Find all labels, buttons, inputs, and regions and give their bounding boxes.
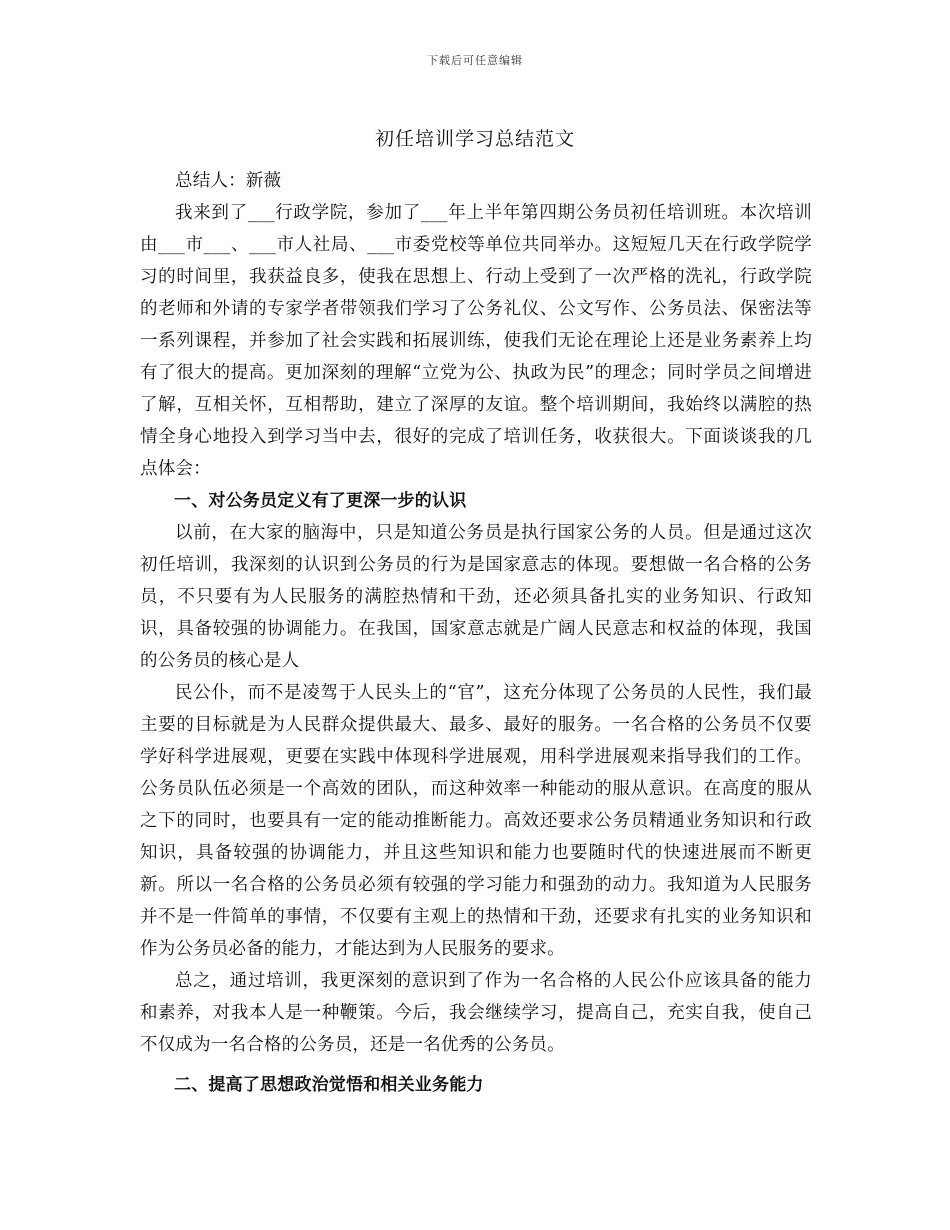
page-header-note: 下载后可任意编辑: [427, 54, 523, 67]
section-heading-2: 二、提高了思想政治觉悟和相关业务能力: [174, 1075, 484, 1095]
paragraph-intro: 我来到了___行政学院，参加了___年上半年第四期公务员初任培训班。本次培训由___市___、___市人社局、___市委党校等单位共同举办。这短短几天在行政学院学习的时间里，我获益良多，使我在思想上、行动上受到了一次严格的洗礼，行政学院的老师和外请的专家学者带领我们学习了公务礼仪、公文写作、公务员法、保密法等一系列课程，并参加了社会实践和拓展训练，使我们无论在理论上还是业务素养上均有了很大的提高。更加深刻的理解“立党为公、执政为民”的理念；同时学员之间增进了解，互相关怀，互相帮助，建立了深厚的友谊。整个培训期间，我始终以满腔的热情全身心地投入到学习当中去，很好的完成了培训任务，收获很大。下面谈谈我的几点体会：: [140, 203, 812, 479]
paragraph-public-servant: 民公仆，而不是凌驾于人民头上的“官”，这充分体现了公务员的人民性，我们最主要的目标就是为人民群众提供最大、最多、最好的服务。一名合格的公务员不仅要学好科学进展观，更要在实践中体现科学进展观，用科学进展观来指导我们的工作。公务员队伍必须是一个高效的团队，而这种效率一种能动的服从意识。在高度的服从之下的同时，也要具有一定的能动推断能力。高效还要求公务员精通业务知识和行政知识，具备较强的协调能力，并且这些知识和能力也要随时代的快速进展而不断更新。所以一名合格的公务员必须有较强的学习能力和强劲的动力。我知道为人民服务并不是一件简单的事情，不仅要有主观上的热情和干劲，还要求有扎实的业务知识和作为公务员必备的能力，才能达到为人民服务的要求。: [140, 683, 812, 959]
section-heading-1: 一、对公务员定义有了更深一步的认识: [174, 491, 467, 511]
paragraph-summary: 总之，通过培训，我更深刻的意识到了作为一名合格的人民公仆应该具备的能力和素养，对我本人是一种鞭策。今后，我会继续学习，提高自己，充实自我，使自己不仅成为一名合格的公务员，还是一名优秀的公务员。: [140, 971, 812, 1055]
author-line: 总结人：新薇: [175, 171, 282, 191]
document-body: [140, 163, 812, 1101]
document-title: 初任培训学习总结范文: [374, 128, 575, 150]
paragraph-definition: 以前，在大家的脑海中，只是知道公务员是执行国家公务的人员。但是通过这次初任培训，我深刻的认识到公务员的行为是国家意志的体现。要想做一名合格的公务员，不只要有为人民服务的满腔热情和干劲，还必须具备扎实的业务知识、行政知识，具备较强的协调能力。在我国，国家意志就是广阔人民意志和权益的体现，我国的公务员的核心是人: [140, 523, 812, 671]
